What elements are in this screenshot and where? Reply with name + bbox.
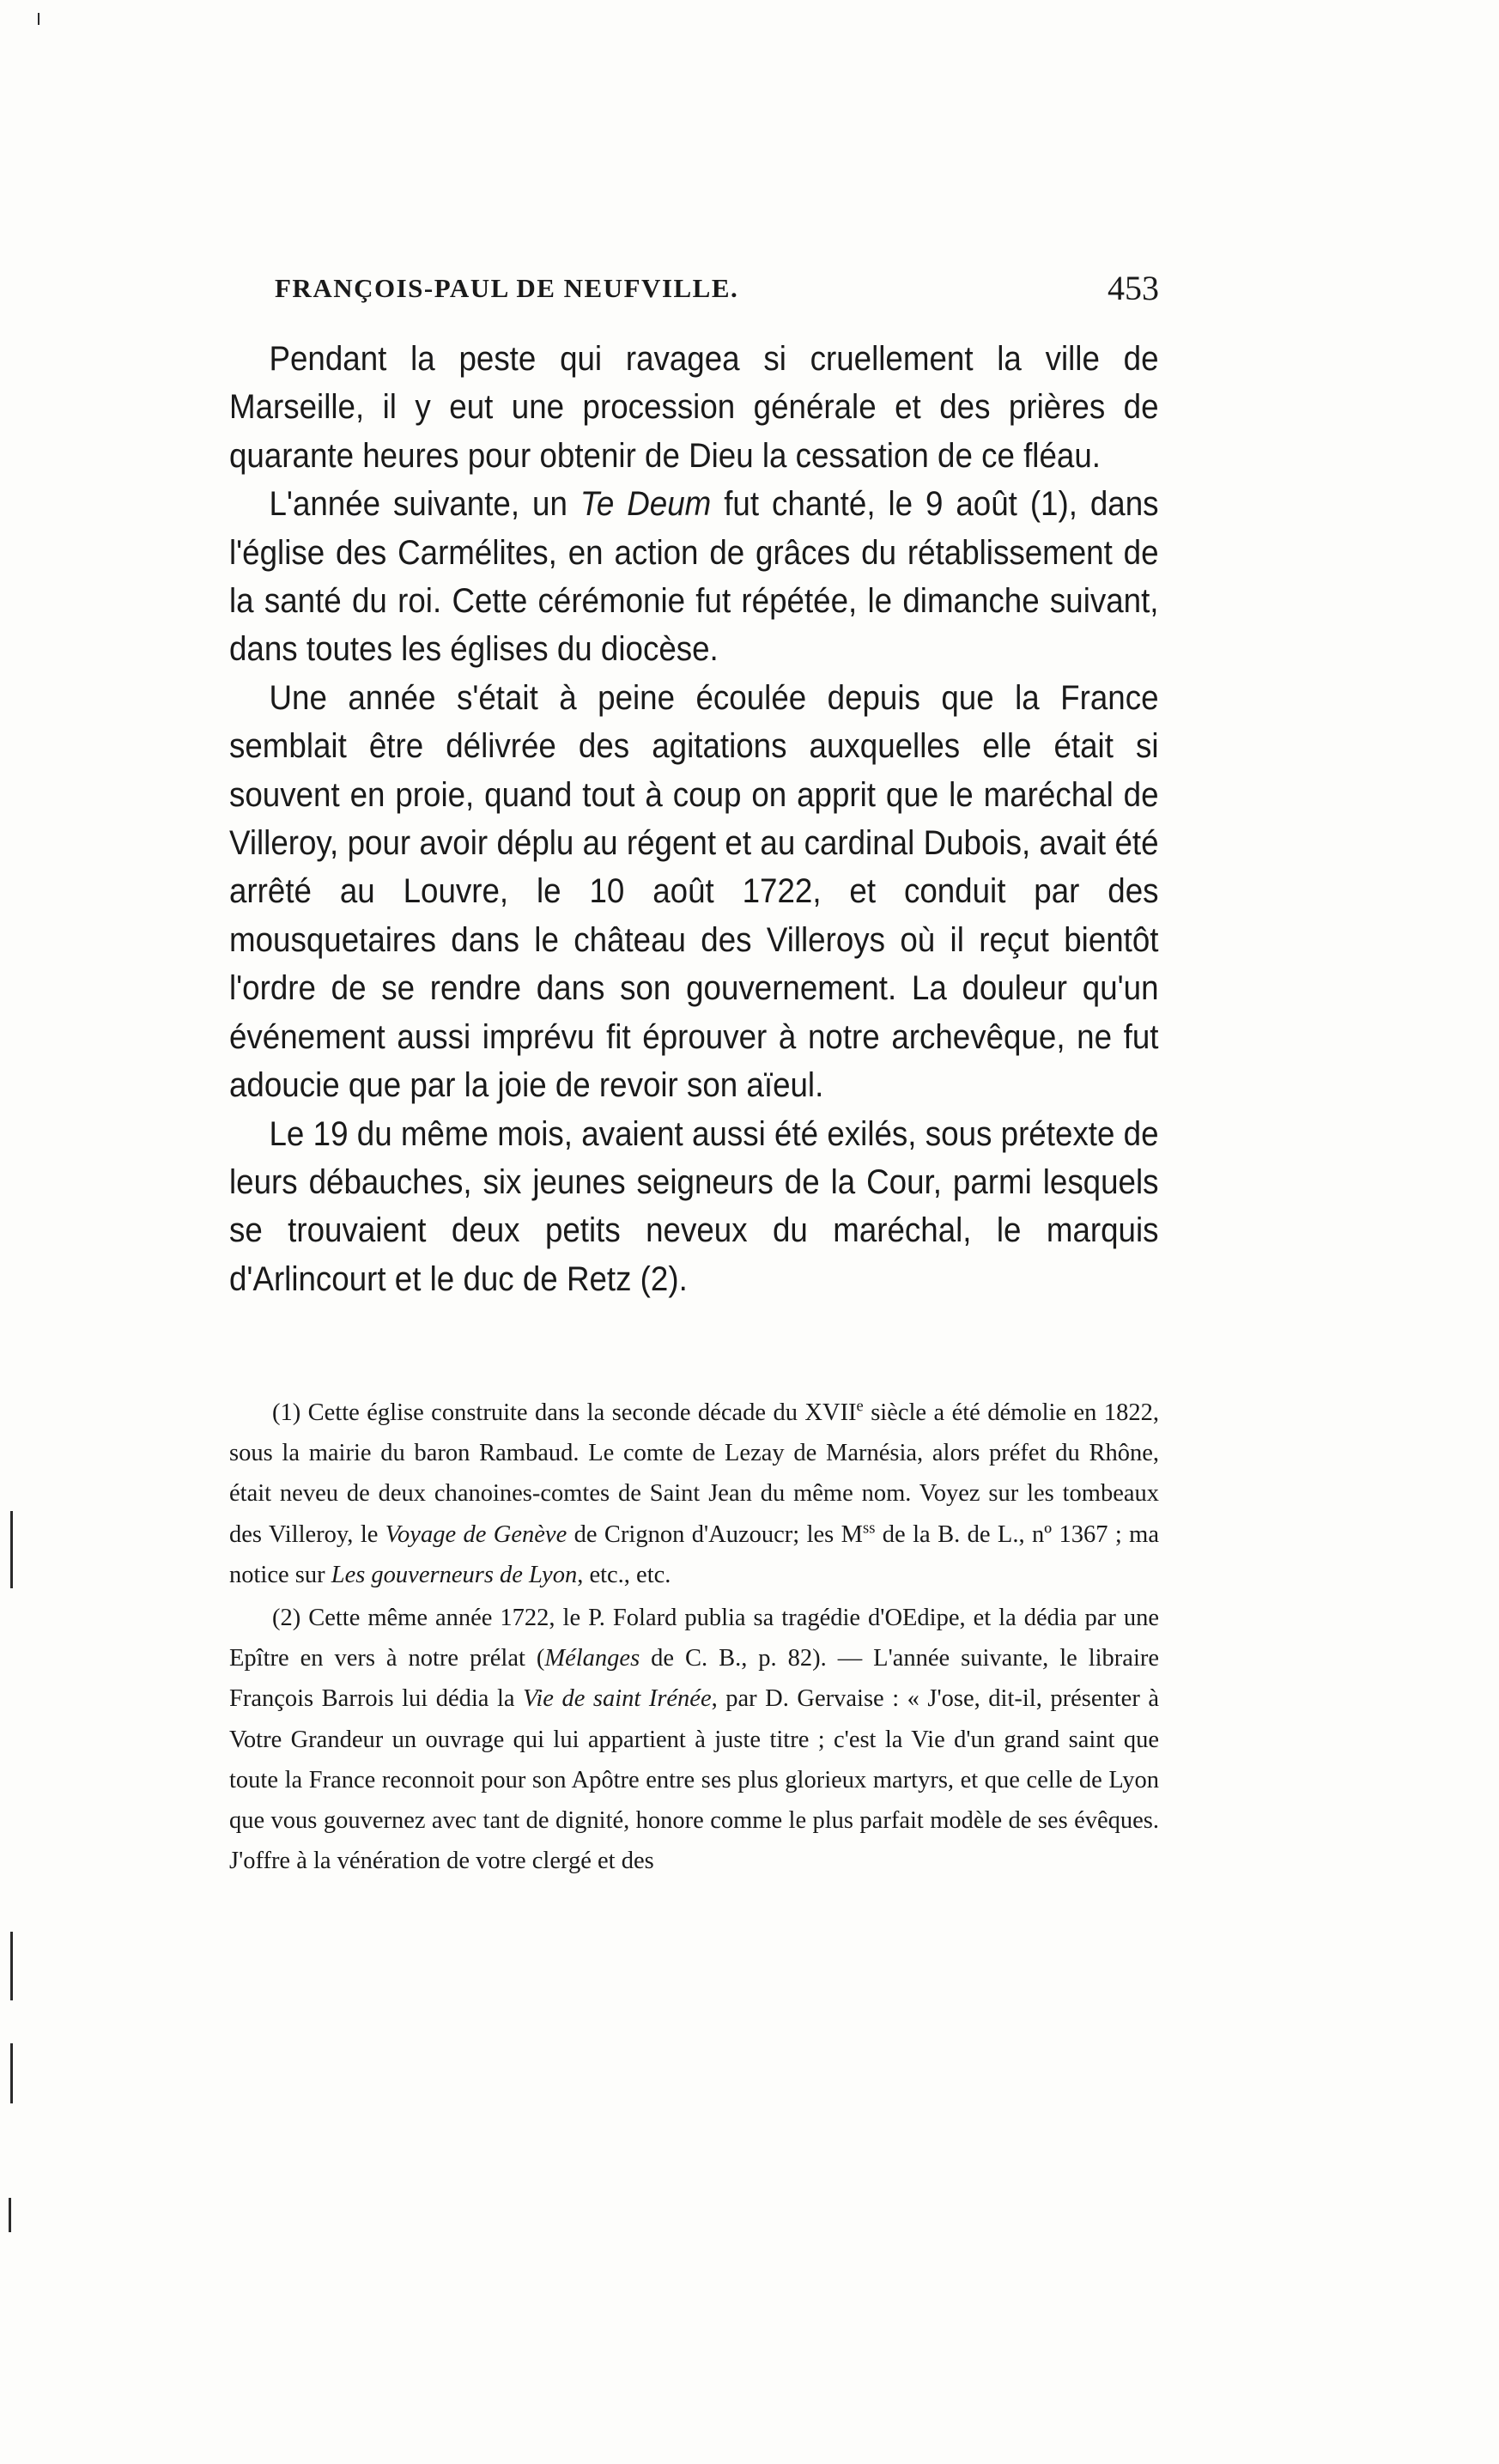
paragraph: Une année s'était à peine écoulée depuis que la France semblait être délivrée des agitations auxquelles elle était si souvent en proie, quand tout à coup on apprit que le maréchal de Villeroy, pour avoir déplu au régent et au cardinal Dubois, avait été arrêté au Louvre, le 10 août 1722, et conduit par des mousquetaires dans le château des Villeroys où il reçut bientôt l'ordre de se rendre dans son gouvernement. La douleur qu'un événement aussi imprévu fit éprouver à notre archevêque, ne fut adoucie que par la joie de revoir son aïeul. bbox=[229, 678, 1159, 1105]
scan-mark bbox=[10, 2043, 13, 2103]
main-text bbox=[229, 335, 1159, 1303]
running-title: FRANÇOIS-PAUL DE NEUFVILLE. bbox=[275, 273, 739, 303]
footnotes bbox=[229, 1393, 1159, 1881]
paragraph: Le 19 du même mois, avaient aussi été exilés, sous prétexte de leurs débauches, six jeunes seigneurs de la Cour, parmi lesquels se trouvaient deux petits neveux du maréchal, le marquis d'Arlincourt et le duc de Retz (2). bbox=[229, 1114, 1159, 1298]
footnote-2: (2) Cette même année 1722, le P. Folard publia sa tragédie d'OEdipe, et la dédia par une Epître en vers à notre prélat (Mélanges de C. B., p. 82). — L'année suivante, le libraire François Barrois lui dédia la Vie de saint Irénée, par D. Gervaise : « J'ose, dit-il, présenter à Votre Grandeur un ouvrage qui lui appartient à juste titre ; c'est la Vie d'un grand saint que toute la France reconnoit pour son Apôtre entre ses plus glorieux martyrs, et que celle de Lyon que vous gouvernez avec tant de dignité, honore comme le plus parfait modèle de ses évêques. J'offre à la vénération de votre clergé et des bbox=[229, 1605, 1160, 1875]
running-header bbox=[275, 269, 1159, 316]
paragraph: L'année suivante, un Te Deum fut chanté, le 9 août (1), dans l'église des Carmélites, en action de grâces du rétablissement de la santé du roi. Cette cérémonie fut répétée, le dimanche suivant, dans toutes les églises du diocèse. bbox=[229, 485, 1159, 669]
scan-mark bbox=[10, 1932, 13, 2000]
scan-mark bbox=[9, 2198, 11, 2232]
scan-mark bbox=[10, 1511, 13, 1588]
italic-te-deum: Te Deum bbox=[580, 485, 712, 524]
paragraph: Pendant la peste qui ravagea si cruellement la ville de Marseille, il y eut une procession générale et des prières de quarante heures pour obtenir de Dieu la cessation de ce fléau. bbox=[229, 340, 1159, 475]
scan-mark bbox=[38, 13, 39, 25]
footnote-1: (1) Cette église construite dans la seconde décade du XVIIe siècle a été démolie en 1822, sous la mairie du baron Rambaud. Le comte de Lezay de Marnésia, alors préfet du Rhône, était neveu de deux chanoines-comtes de Saint Jean du même nom. Voyez sur les tombeaux des Villeroy, le Voyage de Genève de Crignon d'Auzoucr; les $M^{ss}$ de la B. de L., nº 1367 ; ma notice sur Les gouverneurs de Lyon, etc., etc. bbox=[229, 1397, 1159, 1588]
page-number: 453 bbox=[1108, 269, 1159, 307]
